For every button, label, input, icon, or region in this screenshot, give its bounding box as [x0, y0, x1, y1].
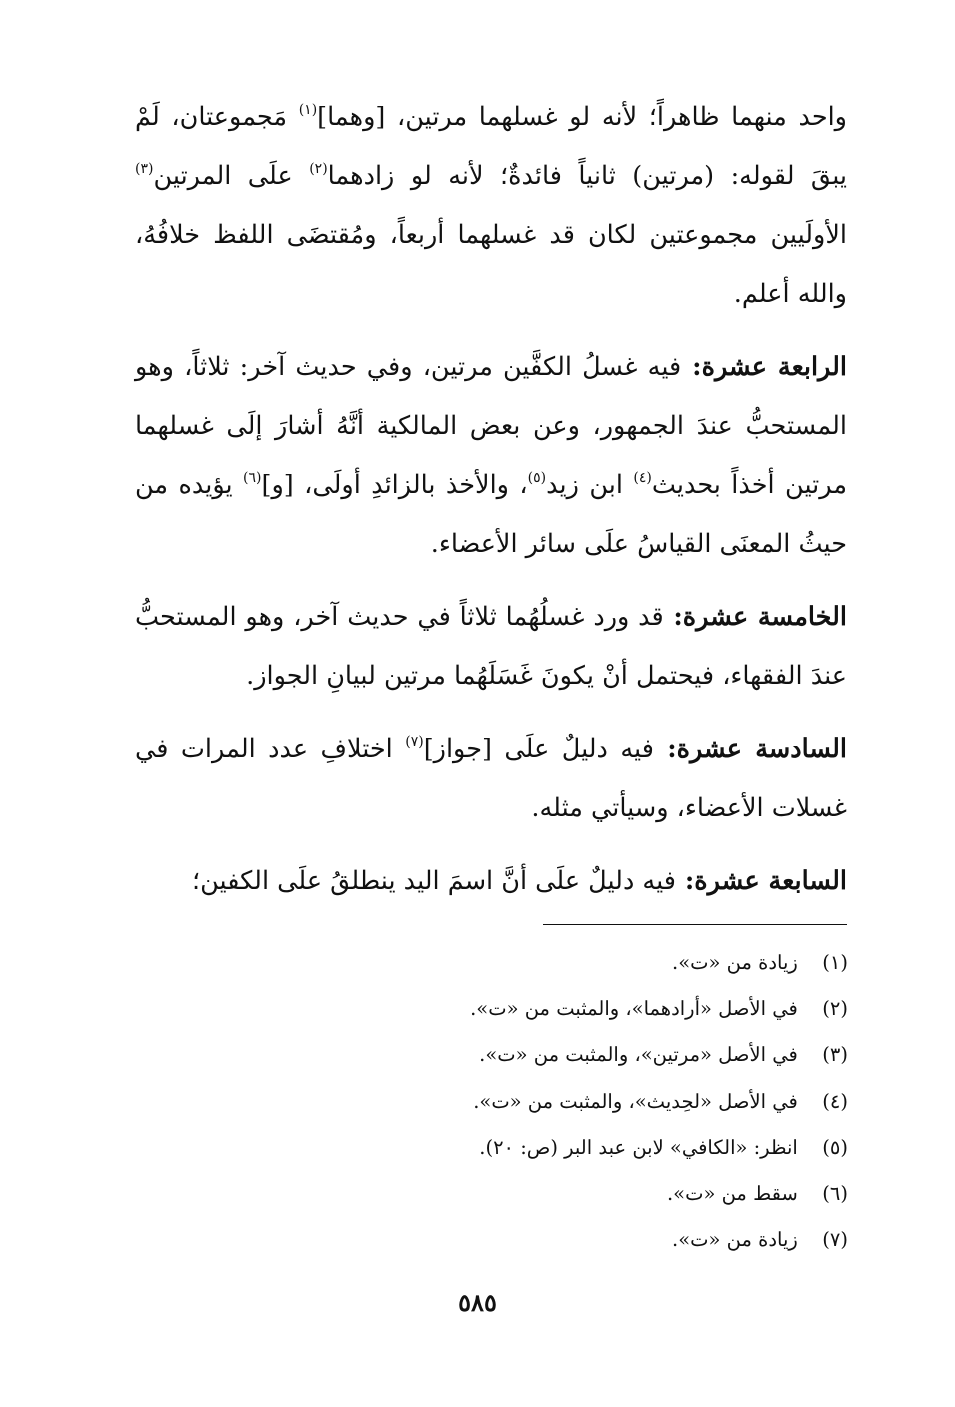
- footnote-text: في الأصل «مرتين»، والمثبت من «ت».: [479, 1043, 798, 1067]
- footnote-text: زيادة من «ت».: [672, 951, 798, 974]
- page-number: ٥٨٥: [458, 1288, 497, 1317]
- footnote-ref: (٦): [243, 470, 262, 486]
- footnote-text: في الأصل «لحِديث»، والمثبت من «ت».: [473, 1089, 798, 1113]
- footnotes: [300, 940, 848, 1263]
- footnote-ref: (٤): [633, 470, 652, 486]
- paragraph-heading: الخامسة عشرة:: [663, 602, 847, 632]
- footnote-number: (٤): [822, 1089, 848, 1113]
- paragraph: [135, 852, 847, 911]
- text-segment: ، والأخذ بالزائدِ أولَى، [و]: [261, 470, 528, 500]
- footnote-number: (٦): [822, 1182, 848, 1206]
- footnote-number: (٥): [822, 1135, 848, 1159]
- footnote-number: (٣): [822, 1043, 848, 1067]
- text-segment: مَجموعتان، لَمْ يبقَ لقوله: (مرتين) ثانياً فائدةٌ؛ لأنه لو زادهما: [135, 102, 847, 191]
- footnote-number: (٢): [822, 997, 848, 1021]
- text-segment: الأولَيين مجموعتين لكان قد غسلهما أربعاً، ومُقتضَى اللفظ خلافُهُ، والله أعلم.: [135, 220, 847, 309]
- footnote-ref: (١): [298, 102, 318, 118]
- main-text: [135, 88, 847, 925]
- footnote-number: (١): [822, 951, 848, 974]
- text-segment: علَى المرتين: [153, 161, 310, 191]
- footnote-text: سقط من «ت».: [666, 1182, 798, 1206]
- footnote: [300, 1217, 848, 1263]
- text-segment: اختلافِ عدد المرات في غسلات الأعضاء، وسيأتي مثله.: [135, 734, 847, 823]
- footnote: [300, 940, 848, 986]
- paragraph-heading: السادسة عشرة:: [653, 734, 848, 764]
- footnote-ref: (٧): [405, 734, 424, 750]
- text-segment: فيه دليلٌ علَى أنَّ اسمَ اليد ينطلقُ علَى الكفين؛: [191, 866, 676, 896]
- footnote-text: في الأصل «أرادهما»، والمثبت من «ت».: [470, 997, 798, 1021]
- footnote: [300, 1032, 848, 1078]
- text-segment: ابن زيد: [546, 470, 634, 500]
- paragraph-heading: السابعة عشرة:: [675, 866, 847, 896]
- footnote-text: زيادة من «ت».: [672, 1228, 798, 1252]
- footnote: [300, 1171, 848, 1217]
- footnote-ref: (٢): [309, 161, 328, 177]
- text-segment: واحد منهما ظاهراً؛ لأنه لو غسلهما مرتين، [وهما]: [317, 102, 847, 132]
- footnote-ref: (٣): [135, 161, 154, 177]
- footnote: [300, 1125, 848, 1171]
- paragraph: [135, 720, 847, 838]
- text-segment: يؤيده من حيثُ المعنَى القياسُ علَى سائر الأعضاء.: [135, 470, 847, 559]
- footnote: [300, 1079, 848, 1125]
- footnote-text: انظر: «الكافي» لابن عبد البر (ص: ٢٠).: [479, 1135, 798, 1159]
- paragraph: [135, 88, 847, 324]
- paragraph: [135, 588, 847, 706]
- paragraph-heading: الرابعة عشرة:: [681, 352, 847, 382]
- text-segment: قد ورد غسلُهُما ثلاثاً في حديث آخر، وهو المستحبُّ عندَ الفقهاء، فيحتمل أنْ يكونَ غَسَلَهُما مرتين لبيانِ الجواز.: [135, 602, 847, 691]
- footnote: [300, 986, 848, 1032]
- text-segment: فيه غسلُ الكفَّين مرتين، وفي حديث آخر: ثلاثاً، وهو المستحبُّ عندَ الجمهور، وعن بعض المالكية أنَّهُ أشارَ إلَى غسلهما مرتين أخذاً بحديث: [135, 352, 847, 500]
- footnote-ref: (٥): [527, 470, 547, 486]
- paragraph: [135, 338, 847, 574]
- text-segment: فيه دليلٌ علَى [جواز]: [423, 734, 654, 764]
- footnote-divider: [543, 924, 847, 925]
- footnote-number: (٧): [822, 1228, 848, 1252]
